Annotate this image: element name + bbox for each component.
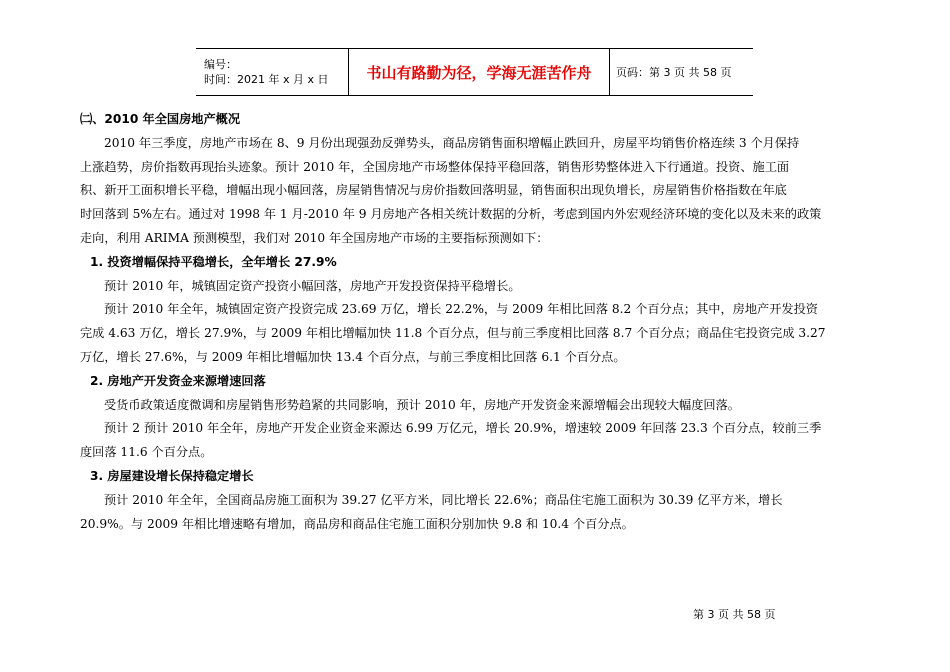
item-heading: 1. 投资增幅保持平稳增长，全年增长 27.9%	[90, 254, 337, 269]
paragraph-line: 预计 2 预计 2010 年全年，房地产开发企业资金来源达 6.99 万亿元，增长 20.9%，增速较 2009 年回落 23.3 个百分点，较前三季	[104, 421, 822, 436]
paragraph-line: 预计 2010 年全年，城镇固定资产投资完成 23.69 万亿，增长 22.2%，与 2009 年相比回落 8.2 个百分点；其中，房地产开发投资	[104, 302, 818, 317]
intro-line: 积、新开工面积增长平稳，增幅出现小幅回落，房屋销售情况与房价指数回落明显，销售面积出现负增长，房屋销售价格指数在年底	[80, 183, 787, 198]
intro-line: 2010 年三季度，房地产市场在 8、9 月份出现强劲反弹势头，商品房销售面积增幅止跌回升，房屋平均销售价格连续 3 个月保持	[104, 135, 800, 150]
item-heading: 2. 房地产开发资金来源增速回落	[90, 373, 266, 388]
document-body	[80, 108, 880, 536]
document-header	[196, 48, 753, 96]
paragraph-line: 预计 2010 年全年，全国商品房施工面积为 39.27 亿平方米，同比增长 22.6%；商品住宅施工面积为 30.39 亿平方米，增长	[104, 492, 783, 507]
paragraph-line: 预计 2010 年，城镇固定资产投资小幅回落，房地产开发投资保持平稳增长。	[104, 278, 521, 293]
header-meta	[196, 49, 349, 96]
item-heading: 3. 房屋建设增长保持稳定增长	[90, 468, 254, 483]
paragraph-line: 度回落 11.6 个百分点。	[80, 445, 213, 460]
paragraph-line: 完成 4.63 万亿，增长 27.9%，与 2009 年相比增幅加快 11.8 个百分点，但与前三季度相比回落 8.7 个百分点；商品住宅投资完成 3.27	[80, 326, 826, 341]
intro-line: 上涨趋势，房价指数再现抬头迹象。预计 2010 年，全国房地产市场整体保持平稳回落，销售形势整体进入下行通道。投资、施工面	[80, 159, 790, 174]
section-title: ㈡、2010 年全国房地产概况	[80, 112, 241, 126]
page-footer: 第 3 页 共 58 页	[693, 608, 776, 621]
paragraph-line: 受货币政策适度微调和房屋销售形势趋紧的共同影响，预计 2010 年，房地产开发资金来源增幅会出现较大幅度回落。	[104, 397, 740, 412]
header-number-label: 编号：	[204, 58, 237, 71]
intro-line: 时回落到 5%左右。通过对 1998 年 1 月-2010 年 9 月房地产各相关统计数据的分析，考虑到国内外宏观经济环境的变化以及未来的政策	[80, 207, 822, 222]
paragraph-line: 20.9%。与 2009 年相比增速略有增加，商品房和商品住宅施工面积分别加快 9.8 和 10.4 个百分点。	[80, 516, 634, 531]
header-time-label: 时间：2021 年 x 月 x 日	[204, 73, 329, 86]
header-motto: 书山有路勤为径，学海无涯苦作舟	[349, 49, 610, 96]
header-page-label: 页码：第 3 页 共 58 页	[610, 49, 754, 96]
paragraph-line: 万亿，增长 27.6%，与 2009 年相比增幅加快 13.4 个百分点，与前三季度相比回落 6.1 个百分点。	[80, 349, 626, 364]
intro-line: 走向，利用 ARIMA 预测模型，我们对 2010 年全国房地产市场的主要指标预测如下：	[80, 230, 549, 245]
